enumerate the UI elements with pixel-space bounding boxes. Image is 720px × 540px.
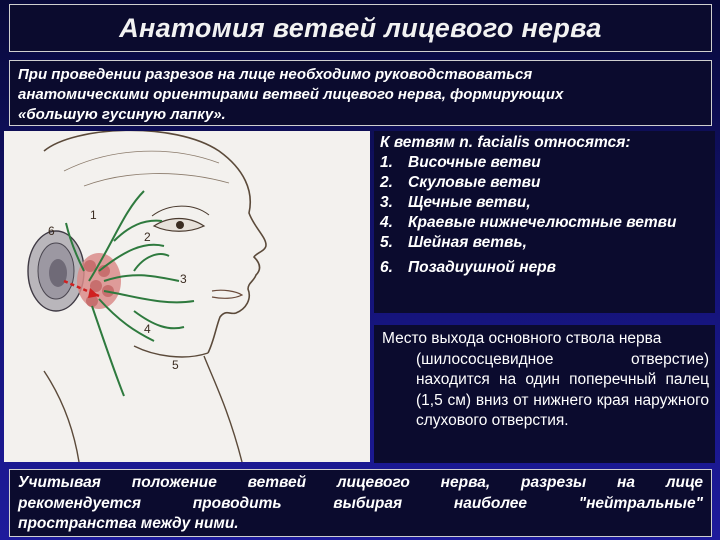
footer-line-3: пространства между ними. [18, 515, 239, 532]
figure-label-1: 1 [90, 208, 97, 222]
intro-line-3: «большую гусиную лапку». [18, 106, 226, 123]
branch-text: Щечные ветви, [408, 194, 531, 211]
branch-text: Позадиушной нерв [408, 259, 557, 276]
branch-number: 1. [380, 154, 393, 171]
footer-line-2: рекомендуется проводить выбирая наиболее "нейтральные" [18, 494, 703, 512]
branch-number: 5. [380, 234, 393, 251]
neck-back-outline [44, 371, 79, 462]
branch-text: Скуловые ветви [408, 174, 541, 191]
jaw-outline [134, 346, 208, 357]
mouth-outline [212, 290, 242, 298]
branch-number: 2. [380, 174, 393, 191]
branch-list [380, 153, 709, 278]
intro-line-2: анатомическими ориентирами ветвей лицевого нерва, формирующих [18, 86, 564, 103]
footer-line-1: Учитывая положение ветвей лицевого нерва, разрезы на лице [18, 474, 703, 491]
exit-point-details: (шилососцевидное отверстие) находится на один поперечный палец (1,5 см) вниз от нижнего края наружного слухового отверстия. [416, 350, 709, 429]
branch-number: 6. [380, 259, 393, 276]
branches-heading: К ветвям n. facialis относятся: [380, 134, 631, 151]
slide-title: Анатомия ветвей лицевого нерва [9, 4, 712, 52]
branch-text: Височные ветви [408, 154, 541, 171]
figure-label-2: 2 [144, 230, 151, 244]
figure-label-3: 3 [180, 272, 187, 286]
parotid-gland [77, 253, 121, 309]
branch-text: Шейная ветвь, [408, 234, 527, 251]
branch-item [380, 193, 709, 213]
branch-item [380, 173, 709, 193]
head-profile-drawing [4, 131, 370, 462]
branch-item [380, 258, 709, 278]
facial-nerve-illustration [4, 131, 370, 462]
neck-outline [204, 356, 242, 462]
exit-point-line-1: Место выхода основного ствола нерва [382, 330, 662, 347]
figure-label-5: 5 [172, 358, 179, 372]
footer-recommendation [9, 469, 712, 537]
branch-text: Краевые нижнечелюстные ветви [408, 214, 677, 231]
head-outline [44, 131, 266, 353]
figure-label-4: 4 [144, 322, 151, 336]
branch-number: 4. [380, 214, 393, 231]
figure-label-6: 6 [48, 224, 55, 238]
branches-list-panel [374, 131, 715, 313]
intro-text [9, 60, 712, 126]
branch-item [380, 233, 709, 253]
branch-item [380, 153, 709, 173]
exit-point-panel [374, 325, 715, 463]
branch-number: 3. [380, 194, 393, 211]
branch-item [380, 213, 709, 233]
intro-line-1: При проведении разрезов на лице необходимо руководствоваться [18, 66, 533, 83]
